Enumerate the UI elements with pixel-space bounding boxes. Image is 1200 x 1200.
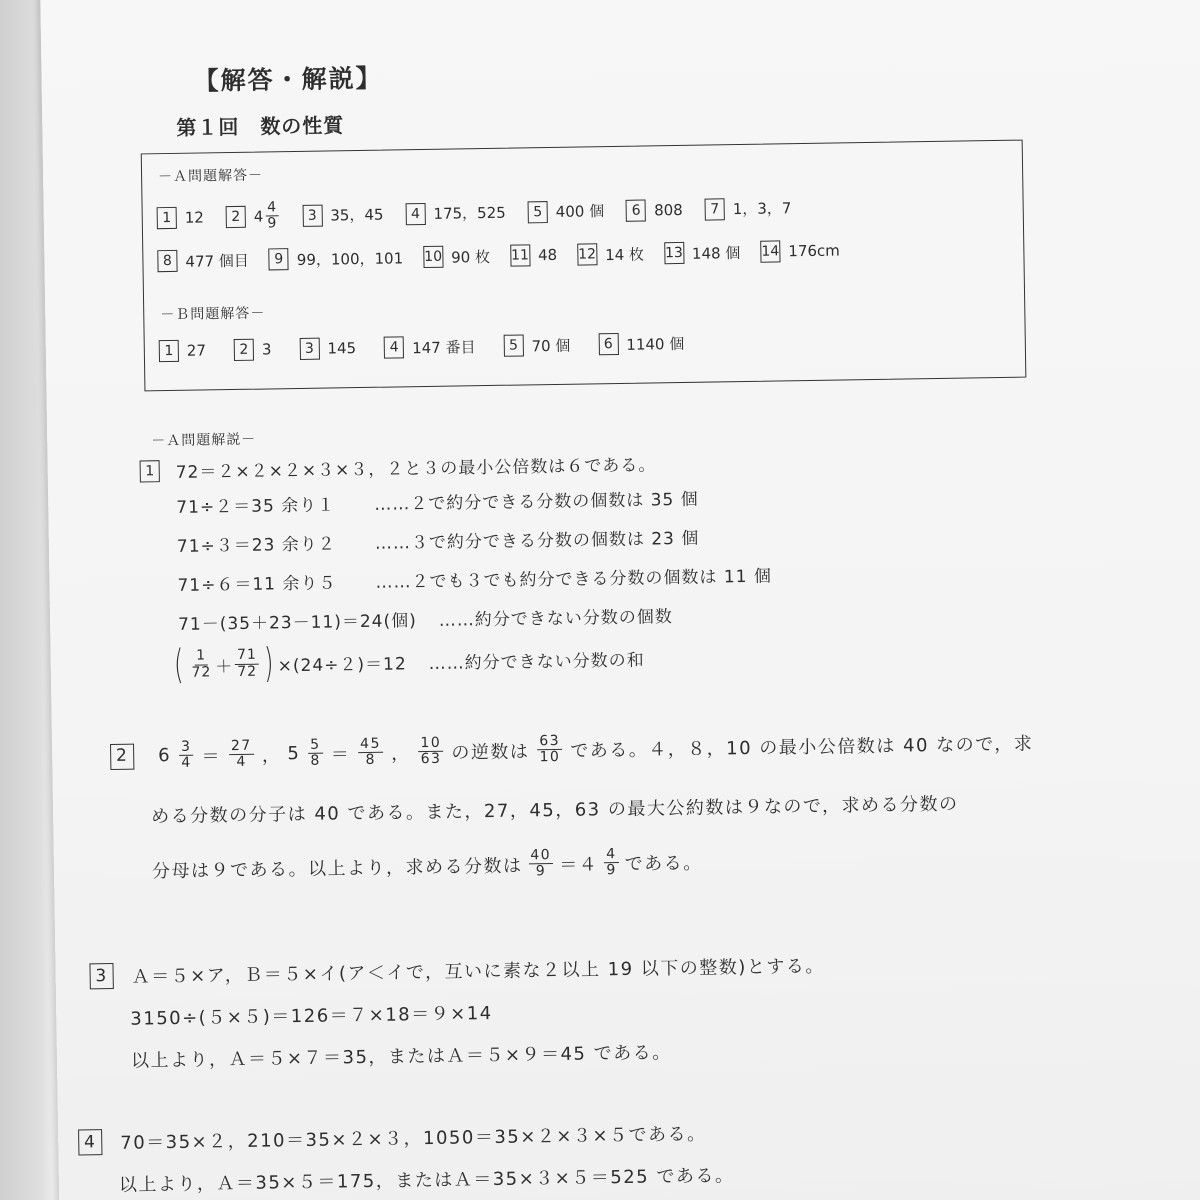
answer-number: 2 <box>226 206 246 228</box>
answer-summary-box <box>141 140 1027 392</box>
sum-expression: ( $\frac{1}{72}$ ＋ $\frac{71}{72}$ ) ×(24÷２)＝12 <box>173 640 407 688</box>
answer-value: 1，3，7 <box>732 199 792 219</box>
fraction-numerator: 4 <box>265 200 278 217</box>
page-title: 【解答・解説】 <box>193 63 383 96</box>
answer-number: 4 <box>384 336 404 358</box>
fraction-denominator: 4 <box>236 754 247 771</box>
problem-number: 3 <box>89 963 113 989</box>
fraction-numerator: 40 <box>528 848 553 865</box>
fraction-denominator: 9 <box>606 862 617 879</box>
answer-number: 7 <box>705 198 725 220</box>
answer-value: 48 <box>537 245 558 265</box>
answer-number: 10 <box>423 246 443 268</box>
a-answer-item <box>405 202 506 226</box>
b-answer-item <box>299 337 356 360</box>
fraction-denominator: 72 <box>237 663 258 680</box>
answer-number: 1 <box>157 207 177 229</box>
calc-note: ……２で約分できる分数の個数は 35 個 <box>374 489 699 515</box>
calc-note: ……３で約分できる分数の個数は 23 個 <box>374 528 700 554</box>
calc-note: ……約分できない分数の和 <box>428 650 645 674</box>
explanation-4-line-2: 以上より，Ａ＝35×５＝175，またはＡ＝35×３×５＝525 である。 <box>118 1165 735 1196</box>
b-answer-item <box>598 332 684 355</box>
fraction <box>235 648 259 680</box>
fraction-denominator: 63 <box>420 751 442 768</box>
a-answer-item <box>226 200 281 233</box>
fraction <box>229 739 254 771</box>
a-answer-item <box>157 206 204 229</box>
answer-number: 3 <box>299 338 319 360</box>
fraction-numerator: 10 <box>418 736 443 753</box>
b-answers-row <box>159 332 685 362</box>
fraction-numerator: 71 <box>235 648 259 665</box>
explanation-3-line-2: 3150÷(５×５)＝126＝７×18＝９×14 <box>130 1003 493 1030</box>
problem-number: 2 <box>110 744 134 770</box>
fraction <box>308 738 323 770</box>
fraction-denominator: 9 <box>267 215 277 232</box>
chapter-subtitle: 第１回 数の性質 <box>176 113 345 140</box>
a-answer-item <box>664 241 741 264</box>
explanation-3 <box>89 952 826 1074</box>
explanation-2-line-3 <box>152 845 703 885</box>
calc-note: ……約分できない分数の個数 <box>438 607 673 631</box>
answer-value: 90 枚 <box>451 247 491 267</box>
fraction-denominator: 8 <box>365 752 377 769</box>
mixed-whole: 6 <box>158 745 172 767</box>
a-answer-item <box>626 199 683 222</box>
answer-value: 1140 個 <box>626 334 685 354</box>
answer-value: 147 番目 <box>411 337 476 357</box>
separator: ， <box>390 743 411 765</box>
a-answer-item <box>269 246 404 270</box>
fraction-numerator: 4 <box>604 847 619 864</box>
calc-expression: 71÷６＝11 余り５ <box>177 573 337 596</box>
answer-number: 13 <box>664 242 684 264</box>
answer-value: 35，45 <box>330 206 384 225</box>
answer-value: 12 <box>184 208 204 227</box>
fraction-denominator: 10 <box>539 749 561 766</box>
a-answer-item <box>302 204 384 227</box>
fraction <box>358 737 383 769</box>
answer-number: 3 <box>302 204 322 226</box>
answer-number: 12 <box>577 243 597 265</box>
explanation-text: の逆数は <box>451 741 530 764</box>
answer-number: 4 <box>405 203 425 225</box>
calc-note: ……２でも３でも約分できる分数の個数は 11 個 <box>375 566 773 593</box>
fraction <box>189 648 213 680</box>
answer-number: 2 <box>234 339 254 361</box>
answer-value: 70 個 <box>531 336 571 355</box>
b-answer-item <box>159 339 206 362</box>
fraction-numerator: 1 <box>194 649 208 666</box>
a-answer-item <box>510 244 557 267</box>
fraction-numerator: 5 <box>308 738 323 755</box>
fraction-numerator: 63 <box>537 734 562 751</box>
answer-number: 14 <box>760 240 780 262</box>
fraction-denominator: 8 <box>310 753 322 770</box>
calc-expression: 71－(35＋23－11)＝24(個) <box>177 611 417 635</box>
b-answer-item <box>234 338 272 361</box>
answer-number: 1 <box>159 340 179 362</box>
fraction-denominator: 72 <box>191 663 212 681</box>
mixed-whole: 5 <box>287 743 301 765</box>
a-answer-item <box>423 245 490 268</box>
answer-whole: 4 <box>253 207 264 226</box>
a-answers-row-1 <box>157 192 792 234</box>
a-answer-item <box>705 197 792 220</box>
fraction <box>604 847 619 879</box>
answer-number: 6 <box>598 333 618 355</box>
b-answer-item <box>503 334 570 357</box>
explanation-text: 分母は９である。以上より，求める分数は <box>151 855 523 883</box>
answer-fraction <box>265 200 278 232</box>
a-answer-item <box>528 200 605 223</box>
calc-expression: 71÷３＝23 余り２ <box>176 534 336 557</box>
explanation-text: である。４，８，10 の最小公倍数は 40 なので，求 <box>570 733 1034 762</box>
answer-value: 400 個 <box>555 202 605 222</box>
fraction <box>528 848 553 880</box>
answer-value: 27 <box>186 341 207 360</box>
answer-number: 8 <box>157 250 177 272</box>
b-answer-item <box>384 335 476 358</box>
problem-number: 1 <box>140 460 160 482</box>
explanation-3-line-1: Ａ＝５×ア，Ｂ＝５×イ(ア＜イで，互いに素な２以上 19 以下の整数)とする。 <box>131 955 826 988</box>
sum-rest: ×(24÷２)＝12 <box>277 653 407 676</box>
a-answer-item <box>577 243 644 266</box>
explanation-text: である。 <box>624 852 703 875</box>
equals-sign: ＝ <box>330 744 351 766</box>
answer-value: 14 枚 <box>604 245 645 264</box>
explanation-2 <box>110 726 1035 886</box>
problem-number: 4 <box>78 1129 102 1155</box>
answer-number: 5 <box>528 201 548 223</box>
answer-value: 148 個 <box>691 243 741 263</box>
fraction-numerator: 3 <box>179 740 194 757</box>
a-answer-item <box>760 239 840 262</box>
fraction-denominator: 9 <box>535 863 547 880</box>
fraction <box>418 736 443 768</box>
answer-value: 477 個目 <box>185 251 249 271</box>
explanation-4 <box>78 1119 734 1197</box>
fraction <box>537 734 562 766</box>
answer-value: 3 <box>261 340 272 359</box>
separator: ， <box>261 745 282 767</box>
plus-sign: ＋ <box>215 656 234 677</box>
explanation-4-line-1: 70＝35×２，210＝35×２×３，1050＝35×２×３×５である。 <box>120 1123 707 1154</box>
equals-sign: ＝ <box>201 746 222 768</box>
explanation-2-line-2: める分数の分子は 40 である。また，27，45，63 の最大公約数は９なので，求める分数の <box>150 793 959 828</box>
fraction-numerator: 27 <box>229 739 254 756</box>
fraction-denominator: 4 <box>181 755 192 772</box>
calc-expression: 71÷２＝35 余り１ <box>176 495 336 518</box>
explanation-1 <box>140 449 774 686</box>
explanation-1-line-1: 72＝２×２×２×３×３，２と３の最小公倍数は６である。 <box>175 455 657 483</box>
answer-value: 808 <box>653 200 683 220</box>
answer-number: 9 <box>269 248 289 270</box>
answer-value: 145 <box>327 339 357 358</box>
answer-number: 5 <box>503 334 523 356</box>
equals-sign: ＝４ <box>559 854 599 876</box>
a-explanation-heading: －Ａ問題解説－ <box>151 431 257 450</box>
explanation-3-line-3: 以上より，Ａ＝５×７＝35，またはＡ＝５×９＝45 である。 <box>130 1042 672 1072</box>
a-answer-item <box>157 249 249 272</box>
fraction <box>179 740 194 772</box>
answer-number: 11 <box>510 244 530 266</box>
document-page <box>40 0 1200 1200</box>
a-answers-row-2 <box>157 239 840 272</box>
answer-value: 99，100，101 <box>296 248 404 269</box>
answer-number: 6 <box>626 199 646 221</box>
answer-value: 175，525 <box>433 204 506 224</box>
answer-value: 176cm <box>788 241 840 261</box>
b-answers-heading: －Ｂ問題解答－ <box>160 305 266 324</box>
a-answers-heading: －Ａ問題解答－ <box>157 167 264 186</box>
fraction-numerator: 45 <box>358 737 383 754</box>
